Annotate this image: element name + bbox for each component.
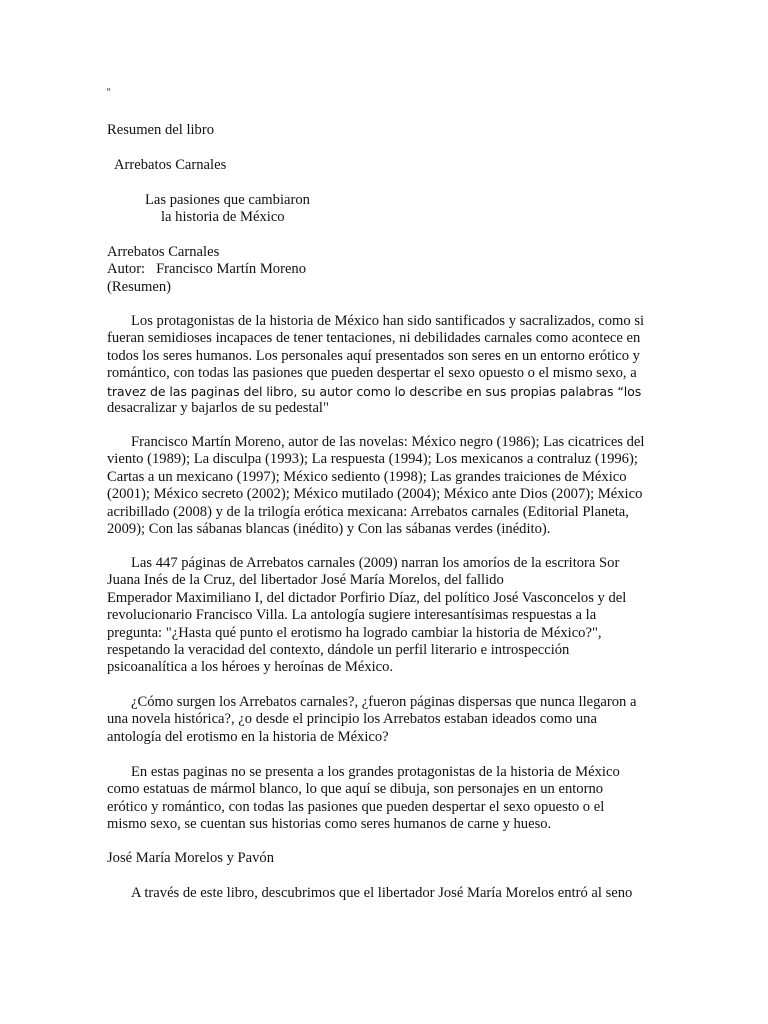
text-line: Los protagonistas de la historia de México han sido santificados y sacralizados, como si: [131, 313, 645, 329]
text-line: revolucionario Francisco Villa. La antología sugiere interesantísimas respuestas a la: [107, 607, 597, 624]
text-line: En estas paginas no se presenta a los grandes protagonistas de la historia de México: [131, 764, 620, 780]
text-line: acribillado (2008) y de la trilogía erótica mexicana: Arrebatos carnales (Editorial Planeta,: [107, 503, 629, 520]
final-line: A través de este libro, descubrimos que el libertador José María Morelos entró al seno: [131, 885, 633, 901]
paragraph-questions: [107, 694, 667, 746]
author-label: Autor:: [107, 261, 146, 278]
text-line: erótico y romántico, con todas las pasiones que pueden despertar el sexo opuesto o el: [107, 798, 605, 815]
subtitle-line-1: Las pasiones que cambiaron: [145, 192, 310, 208]
text-line: 2009); Con las sábanas blancas (inédito) y Con las sábanas verdes (inédito).: [107, 521, 551, 538]
paragraph-portrayal: [107, 764, 667, 834]
author-name: Francisco Martín Moreno: [156, 261, 307, 278]
paragraph-pages: [107, 555, 667, 677]
text-line: pregunta: "¿Hasta qué punto el erotismo ha logrado cambiar la historia de México?",: [107, 624, 602, 641]
text-line: (2001); México secreto (2002); México mutilado (2004); México ante Dios (2007); México: [107, 486, 643, 503]
text-line: todos los seres humanos. Los personales aquí presentados son seres en un entorno erótico y: [107, 347, 640, 364]
book-title: Arrebatos Carnales: [114, 157, 227, 173]
text-line: una novela histórica?, ¿o desde el principio los Arrebatos estaban ideados como una: [107, 711, 597, 728]
text-line: travez de las paginas del libro, su autor como lo describe en sus propias palabras “los: [107, 383, 642, 399]
text-line: Emperador Maximiliano I, del dictador Porfirio Díaz, del político José Vasconcelos y del: [107, 589, 627, 606]
text-line: Las 447 páginas de Arrebatos carnales (2009) narran los amoríos de la escritora Sor: [131, 555, 620, 571]
text-line: fueran semidioses incapaces de tener tentaciones, ni debilidades carnales como acontece en: [107, 330, 641, 347]
section-title: José María Morelos y Pavón: [107, 850, 274, 866]
info-kind: (Resumen): [107, 278, 172, 295]
text-line: viento (1989); La disculpa (1993); La respuesta (1994); Los mexicanos a contraluz (1996);: [107, 451, 638, 468]
info-title: Arrebatos Carnales: [107, 244, 220, 260]
info-author-line: [107, 261, 667, 278]
text-line: Cartas a un mexicano (1997); México sediento (1998); Las grandes traiciones de México: [107, 468, 627, 485]
text-line: psicoanalítica a los héroes y heroínas de México.: [107, 659, 394, 676]
book-info: [107, 244, 667, 296]
text-line: Juana Inés de la Cruz, del libertador José María Morelos, del fallido: [107, 572, 504, 589]
text-line: romántico, con todas las pasiones que pueden despertar el sexo opuesto o el mismo sexo, a: [107, 365, 637, 382]
text-line: respetando la veracidad del contexto, dándole un perfil literario e introspección: [107, 642, 570, 659]
text-line: como estatuas de mármol blanco, lo que aquí se dibuja, son personajes en un entorno: [107, 781, 604, 798]
degree-mark: º: [107, 86, 111, 98]
subtitle-line-2: la historia de México: [161, 209, 285, 225]
text-line: antología del erotismo en la historia de México?: [107, 728, 389, 745]
paragraph-intro: [107, 313, 667, 417]
text-line: Francisco Martín Moreno, autor de las novelas: México negro (1986); Las cicatrices del: [131, 434, 645, 450]
paragraph-author-works: [107, 434, 667, 538]
text-line: desacralizar y bajarlos de su pedestal": [107, 400, 329, 417]
summary-heading: Resumen del libro: [107, 122, 215, 138]
text-line: mismo sexo, se cuentan sus historias como seres humanos de carne y hueso.: [107, 816, 552, 833]
text-line: ¿Cómo surgen los Arrebatos carnales?, ¿fueron páginas dispersas que nunca llegaron a: [131, 694, 637, 710]
